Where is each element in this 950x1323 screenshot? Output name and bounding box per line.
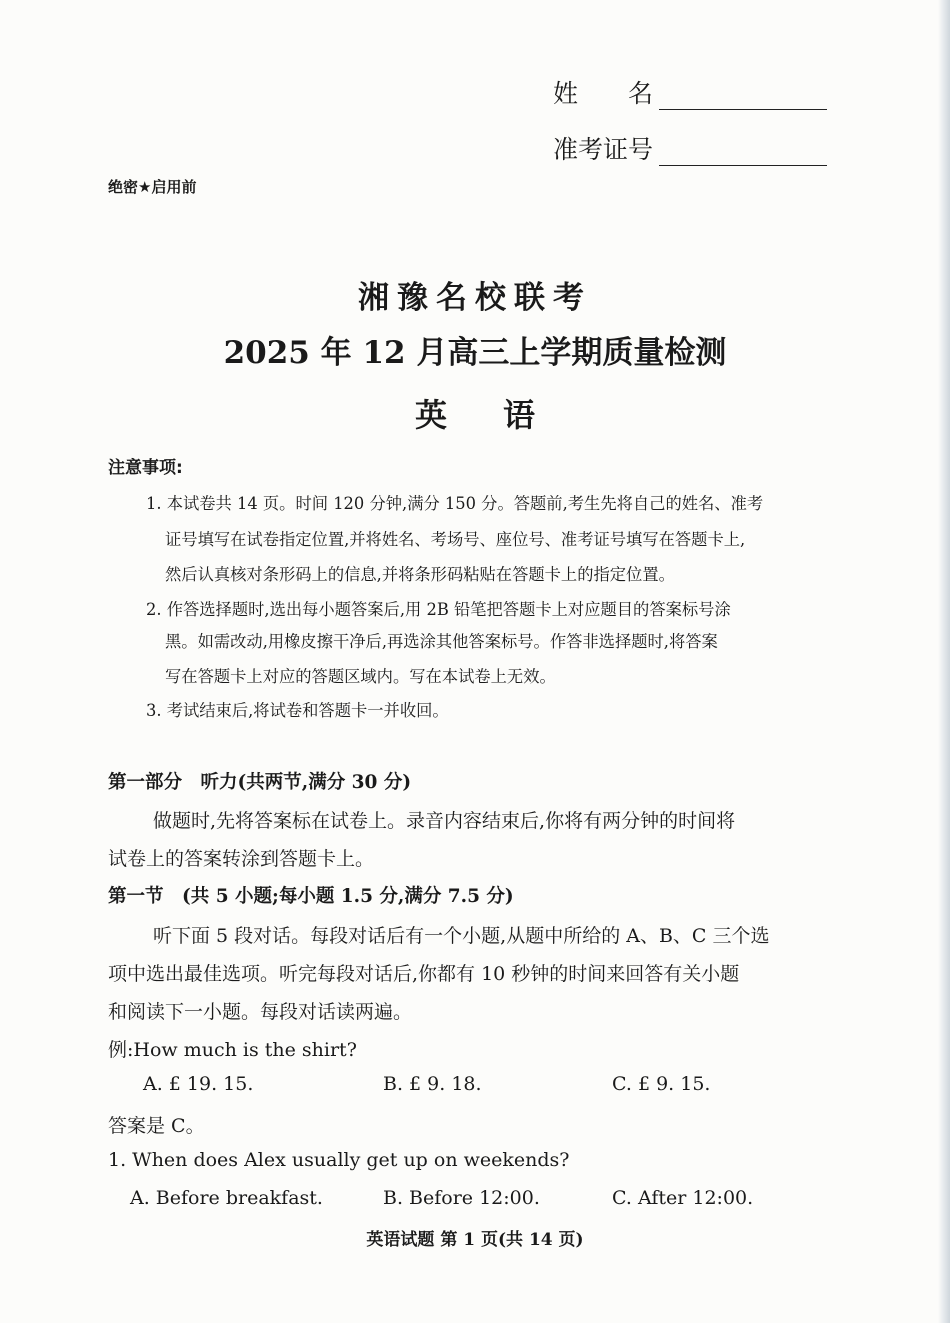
exam-title-line2: 2025 年 12 月高三上学期质量检测 <box>223 335 727 371</box>
part1-intro-line: 做题时,先将答案标在试卷上。录音内容结束后,你将有两分钟的时间将 <box>153 810 736 832</box>
notice-line: 1. 本试卷共 14 页。时间 120 分钟,满分 150 分。答题前,考生先将自己的姓名、准考 <box>146 494 764 513</box>
example-option-c: C. £ 9. 15. <box>612 1073 711 1095</box>
question-1-option-a: A. Before breakfast. <box>130 1187 323 1209</box>
candidate-id-blank <box>659 141 827 166</box>
example-option-b: B. £ 9. 18. <box>383 1073 482 1095</box>
section1-intro-line: 听下面 5 段对话。每段对话后有一个小题,从题中所给的 A、B、C 三个选 <box>153 925 770 947</box>
section1-heading: 第一节 (共 5 小题;每小题 1.5 分,满分 7.5 分) <box>108 886 514 907</box>
notice-line: 写在答题卡上对应的答题区域内。写在本试卷上无效。 <box>165 667 556 686</box>
page-edge-shadow <box>938 0 950 1323</box>
exam-subject-title: 英语 <box>414 396 591 434</box>
part1-heading: 第一部分 听力(共两节,满分 30 分) <box>108 772 412 793</box>
part1-intro-line: 试卷上的答案转涂到答题卡上。 <box>108 848 375 870</box>
candidate-name-blank <box>659 85 827 110</box>
example-question: 例:How much is the shirt? <box>108 1039 357 1061</box>
question-1-option-c: C. After 12:00. <box>612 1187 754 1209</box>
notice-line: 然后认真核对条形码上的信息,并将条形码粘贴在答题卡上的指定位置。 <box>165 565 675 584</box>
notice-heading: 注意事项: <box>108 458 183 478</box>
notice-line: 3. 考试结束后,将试卷和答题卡一并收回。 <box>146 701 449 720</box>
candidate-id-field <box>553 130 827 166</box>
example-option-a: A. £ 19. 15. <box>143 1073 254 1095</box>
example-answer: 答案是 C。 <box>108 1115 205 1137</box>
secret-mark: 绝密★启用前 <box>108 178 197 196</box>
section1-intro-line: 项中选出最佳选项。听完每段对话后,你都有 10 秒钟的时间来回答有关小题 <box>108 963 740 985</box>
candidate-name-field <box>553 74 827 110</box>
notice-line: 证号填写在试卷指定位置,并将姓名、考场号、座位号、准考证号填写在答题卡上, <box>165 530 746 549</box>
candidate-name-label: 姓 名 <box>553 79 654 108</box>
question-1-option-b: B. Before 12:00. <box>383 1187 540 1209</box>
candidate-id-label: 准考证号 <box>553 135 654 164</box>
section1-intro-line: 和阅读下一小题。每段对话读两遍。 <box>108 1001 413 1023</box>
question-1: 1. When does Alex usually get up on weekends? <box>108 1149 570 1171</box>
exam-title-line1: 湘豫名校联考 <box>358 280 592 316</box>
notice-line: 黑。如需改动,用橡皮擦干净后,再选涂其他答案标号。作答非选择题时,将答案 <box>165 632 718 651</box>
notice-line: 2. 作答选择题时,选出每小题答案后,用 2B 铅笔把答题卡上对应题目的答案标号涂 <box>146 600 731 619</box>
page-footer: 英语试题 第 1 页(共 14 页) <box>366 1230 584 1250</box>
